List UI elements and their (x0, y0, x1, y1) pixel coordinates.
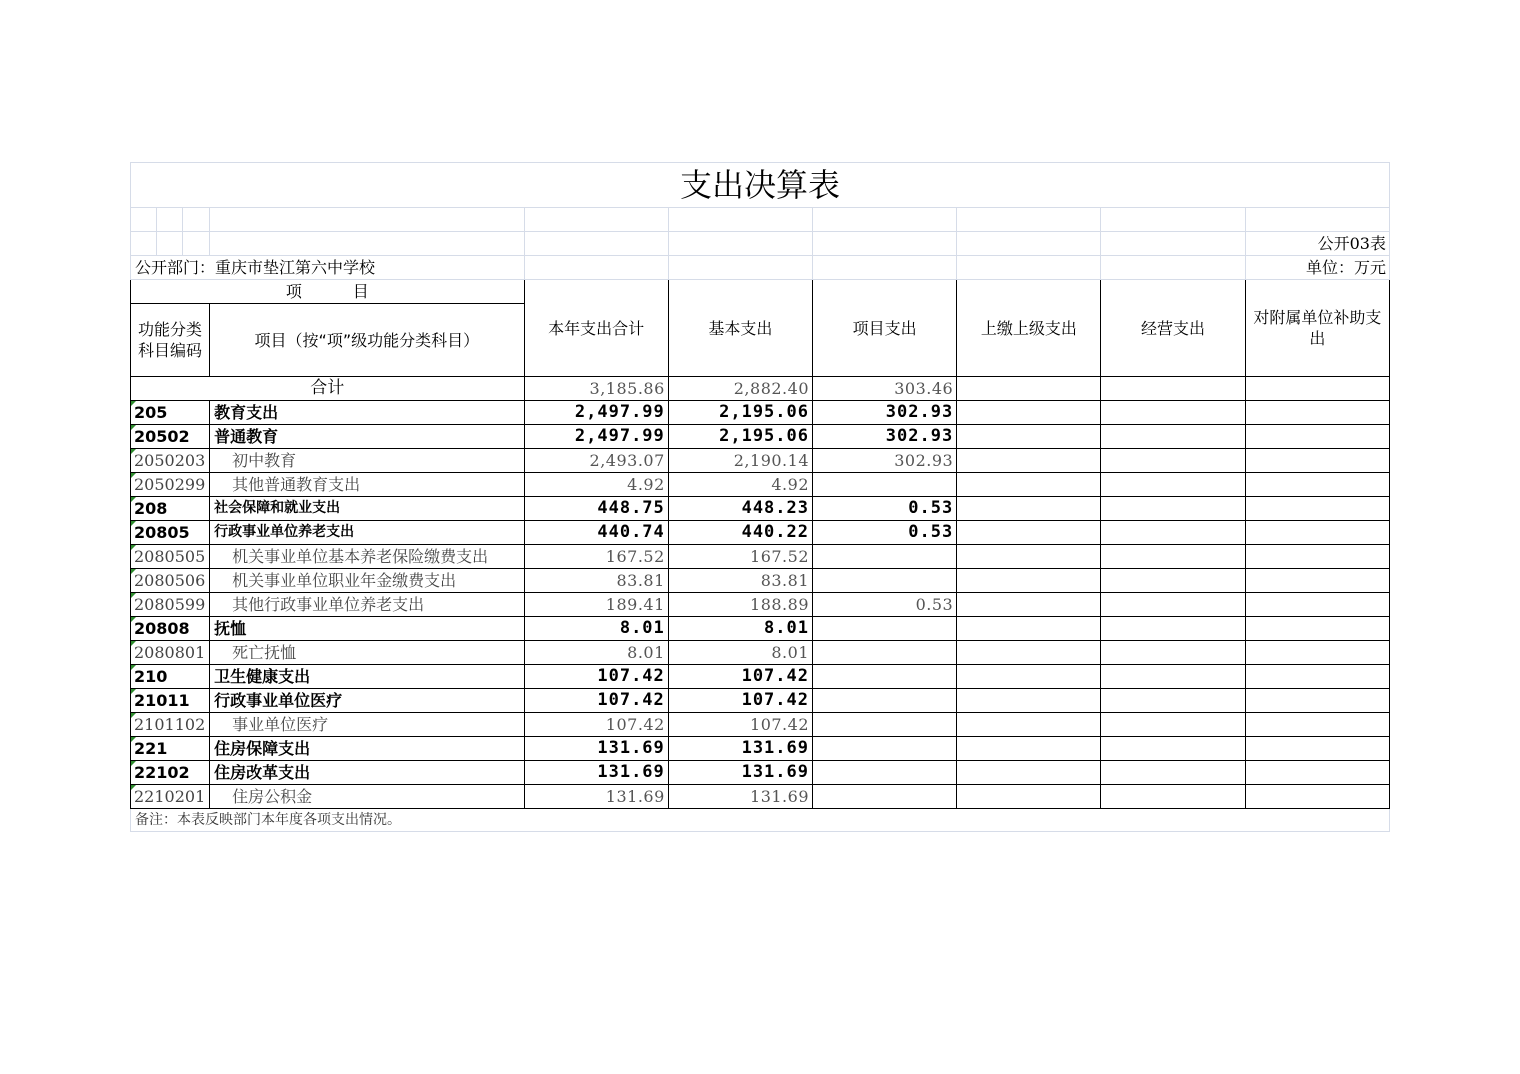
function-name: 教育支出 (210, 401, 524, 425)
function-name: 机关事业单位基本养老保险缴费支出 (210, 545, 524, 569)
header-business: 经营支出 (1101, 280, 1245, 377)
table-row (131, 785, 1390, 809)
cell-total: 107.42 (524, 665, 668, 689)
cell-upper-payment (957, 617, 1101, 641)
function-name: 住房改革支出 (210, 761, 524, 785)
cell-basic: 167.52 (668, 545, 812, 569)
cell-subsidy (1245, 545, 1389, 569)
cell-basic: 440.22 (668, 521, 812, 545)
cell-subsidy (1245, 425, 1389, 449)
cell-basic: 2,195.06 (668, 425, 812, 449)
cell-upper-payment (957, 545, 1101, 569)
cell-project-expenditure (813, 785, 957, 809)
cell-basic: 2,190.14 (668, 449, 812, 473)
cell-total: 189.41 (524, 593, 668, 617)
function-name: 行政事业单位养老支出 (210, 521, 524, 545)
function-code: 2080505 (131, 545, 210, 569)
cell-upper-payment (957, 497, 1101, 521)
table-row (131, 521, 1390, 545)
cell-upper-payment (957, 569, 1101, 593)
cell-basic: 107.42 (668, 689, 812, 713)
function-name: 行政事业单位医疗 (210, 689, 524, 713)
function-code: 221 (131, 737, 210, 761)
cell-project-expenditure (813, 641, 957, 665)
function-code: 2050203 (131, 449, 210, 473)
table-row (131, 449, 1390, 473)
cell-total: 4.92 (524, 473, 668, 497)
cell-basic: 107.42 (668, 665, 812, 689)
footnote: 备注：本表反映部门本年度各项支出情况。 (131, 809, 1390, 832)
expenditure-table (130, 162, 1390, 832)
function-name: 机关事业单位职业年金缴费支出 (210, 569, 524, 593)
function-code: 20805 (131, 521, 210, 545)
table-row (131, 617, 1390, 641)
cell-upper-payment (957, 521, 1101, 545)
cell-subsidy (1245, 785, 1389, 809)
cell-subsidy (1245, 641, 1389, 665)
cell-upper-payment (957, 593, 1101, 617)
table-row (131, 545, 1390, 569)
cell-project-expenditure (813, 737, 957, 761)
cell-business (1101, 737, 1245, 761)
spacer-row (131, 208, 1390, 232)
total-basic: 2,882.40 (668, 377, 812, 401)
table-row (131, 569, 1390, 593)
cell-project-expenditure (813, 689, 957, 713)
cell-business (1101, 473, 1245, 497)
cell-subsidy (1245, 497, 1389, 521)
cell-subsidy (1245, 593, 1389, 617)
cell-total: 2,493.07 (524, 449, 668, 473)
function-code: 210 (131, 665, 210, 689)
function-code: 22102 (131, 761, 210, 785)
cell-basic: 131.69 (668, 761, 812, 785)
cell-basic: 107.42 (668, 713, 812, 737)
cell-business (1101, 425, 1245, 449)
cell-business (1101, 401, 1245, 425)
cell-project-expenditure: 302.93 (813, 449, 957, 473)
header-project-expenditure: 项目支出 (813, 280, 957, 377)
cell-total: 107.42 (524, 689, 668, 713)
cell-project-expenditure (813, 665, 957, 689)
cell-basic: 188.89 (668, 593, 812, 617)
function-name: 其他普通教育支出 (210, 473, 524, 497)
function-name: 住房保障支出 (210, 737, 524, 761)
cell-project-expenditure (813, 545, 957, 569)
cell-total: 440.74 (524, 521, 668, 545)
cell-total: 2,497.99 (524, 425, 668, 449)
total-row (131, 377, 1390, 401)
function-name: 普通教育 (210, 425, 524, 449)
department-label: 公开部门：重庆市垫江第六中学校 (131, 256, 525, 280)
table-row (131, 401, 1390, 425)
function-code: 2050299 (131, 473, 210, 497)
cell-total: 131.69 (524, 785, 668, 809)
function-name: 社会保障和就业支出 (210, 497, 524, 521)
header-upper-payment: 上缴上级支出 (957, 280, 1101, 377)
cell-upper-payment (957, 689, 1101, 713)
cell-business (1101, 641, 1245, 665)
cell-project-expenditure (813, 569, 957, 593)
cell-project-expenditure: 0.53 (813, 521, 957, 545)
table-row (131, 689, 1390, 713)
cell-basic: 131.69 (668, 737, 812, 761)
cell-total: 8.01 (524, 641, 668, 665)
cell-basic: 131.69 (668, 785, 812, 809)
cell-business (1101, 665, 1245, 689)
function-name: 住房公积金 (210, 785, 524, 809)
table-row (131, 641, 1390, 665)
cell-project-expenditure: 0.53 (813, 497, 957, 521)
table-row (131, 497, 1390, 521)
header-row-1 (131, 280, 1390, 304)
cell-upper-payment (957, 473, 1101, 497)
cell-total: 107.42 (524, 713, 668, 737)
function-code: 2080506 (131, 569, 210, 593)
function-name: 初中教育 (210, 449, 524, 473)
function-name: 卫生健康支出 (210, 665, 524, 689)
table-row (131, 593, 1390, 617)
function-code: 20808 (131, 617, 210, 641)
total-project-expenditure: 303.46 (813, 377, 957, 401)
function-code: 2210201 (131, 785, 210, 809)
cell-upper-payment (957, 449, 1101, 473)
cell-total: 131.69 (524, 737, 668, 761)
cell-upper-payment (957, 665, 1101, 689)
cell-project-expenditure (813, 473, 957, 497)
cell-business (1101, 761, 1245, 785)
header-subsidy: 对附属单位补助支出 (1245, 280, 1389, 377)
table-row (131, 665, 1390, 689)
cell-subsidy (1245, 761, 1389, 785)
cell-basic: 8.01 (668, 617, 812, 641)
header-project: 项 目 (131, 280, 525, 304)
cell-project-expenditure: 302.93 (813, 401, 957, 425)
cell-project-expenditure: 0.53 (813, 593, 957, 617)
header-basic: 基本支出 (668, 280, 812, 377)
cell-total: 83.81 (524, 569, 668, 593)
function-code: 20502 (131, 425, 210, 449)
cell-total: 2,497.99 (524, 401, 668, 425)
cell-business (1101, 497, 1245, 521)
cell-total: 167.52 (524, 545, 668, 569)
function-name: 抚恤 (210, 617, 524, 641)
cell-upper-payment (957, 425, 1101, 449)
cell-subsidy (1245, 689, 1389, 713)
page-title: 支出决算表 (131, 163, 1390, 208)
cell-subsidy (1245, 737, 1389, 761)
table-row (131, 425, 1390, 449)
cell-project-expenditure: 302.93 (813, 425, 957, 449)
cell-subsidy (1245, 473, 1389, 497)
cell-basic: 448.23 (668, 497, 812, 521)
cell-basic: 83.81 (668, 569, 812, 593)
function-code: 2101102 (131, 713, 210, 737)
cell-upper-payment (957, 401, 1101, 425)
cell-subsidy (1245, 401, 1389, 425)
function-code: 2080599 (131, 593, 210, 617)
header-total: 本年支出合计 (524, 280, 668, 377)
function-code: 2080801 (131, 641, 210, 665)
table-row (131, 473, 1390, 497)
cell-subsidy (1245, 713, 1389, 737)
cell-total: 8.01 (524, 617, 668, 641)
header-function-name: 项目（按“项”级功能分类科目） (210, 304, 524, 377)
table-row (131, 713, 1390, 737)
cell-project-expenditure (813, 617, 957, 641)
table-row (131, 761, 1390, 785)
cell-basic: 2,195.06 (668, 401, 812, 425)
unit-label: 单位：万元 (1245, 256, 1389, 280)
function-code: 205 (131, 401, 210, 425)
cell-business (1101, 713, 1245, 737)
cell-business (1101, 449, 1245, 473)
cell-business (1101, 593, 1245, 617)
total-sum: 3,185.86 (524, 377, 668, 401)
total-label: 合计 (131, 377, 525, 401)
cell-upper-payment (957, 761, 1101, 785)
cell-upper-payment (957, 713, 1101, 737)
function-name: 死亡抚恤 (210, 641, 524, 665)
cell-subsidy (1245, 569, 1389, 593)
cell-business (1101, 569, 1245, 593)
cell-upper-payment (957, 641, 1101, 665)
table-number: 公开03表 (1245, 232, 1389, 256)
cell-business (1101, 689, 1245, 713)
header-function-code: 功能分类科目编码 (131, 304, 210, 377)
cell-total: 131.69 (524, 761, 668, 785)
cell-subsidy (1245, 449, 1389, 473)
cell-upper-payment (957, 737, 1101, 761)
cell-basic: 4.92 (668, 473, 812, 497)
cell-business (1101, 785, 1245, 809)
function-code: 21011 (131, 689, 210, 713)
cell-business (1101, 617, 1245, 641)
cell-subsidy (1245, 617, 1389, 641)
cell-business (1101, 545, 1245, 569)
cell-subsidy (1245, 521, 1389, 545)
function-name: 事业单位医疗 (210, 713, 524, 737)
cell-project-expenditure (813, 761, 957, 785)
cell-upper-payment (957, 785, 1101, 809)
function-code: 208 (131, 497, 210, 521)
note-row (131, 809, 1390, 832)
cell-subsidy (1245, 665, 1389, 689)
cell-business (1101, 521, 1245, 545)
department-row (131, 256, 1390, 280)
table-row (131, 737, 1390, 761)
function-name: 其他行政事业单位养老支出 (210, 593, 524, 617)
table-number-row (131, 232, 1390, 256)
cell-project-expenditure (813, 713, 957, 737)
cell-basic: 8.01 (668, 641, 812, 665)
expenditure-sheet (130, 162, 1390, 832)
cell-total: 448.75 (524, 497, 668, 521)
